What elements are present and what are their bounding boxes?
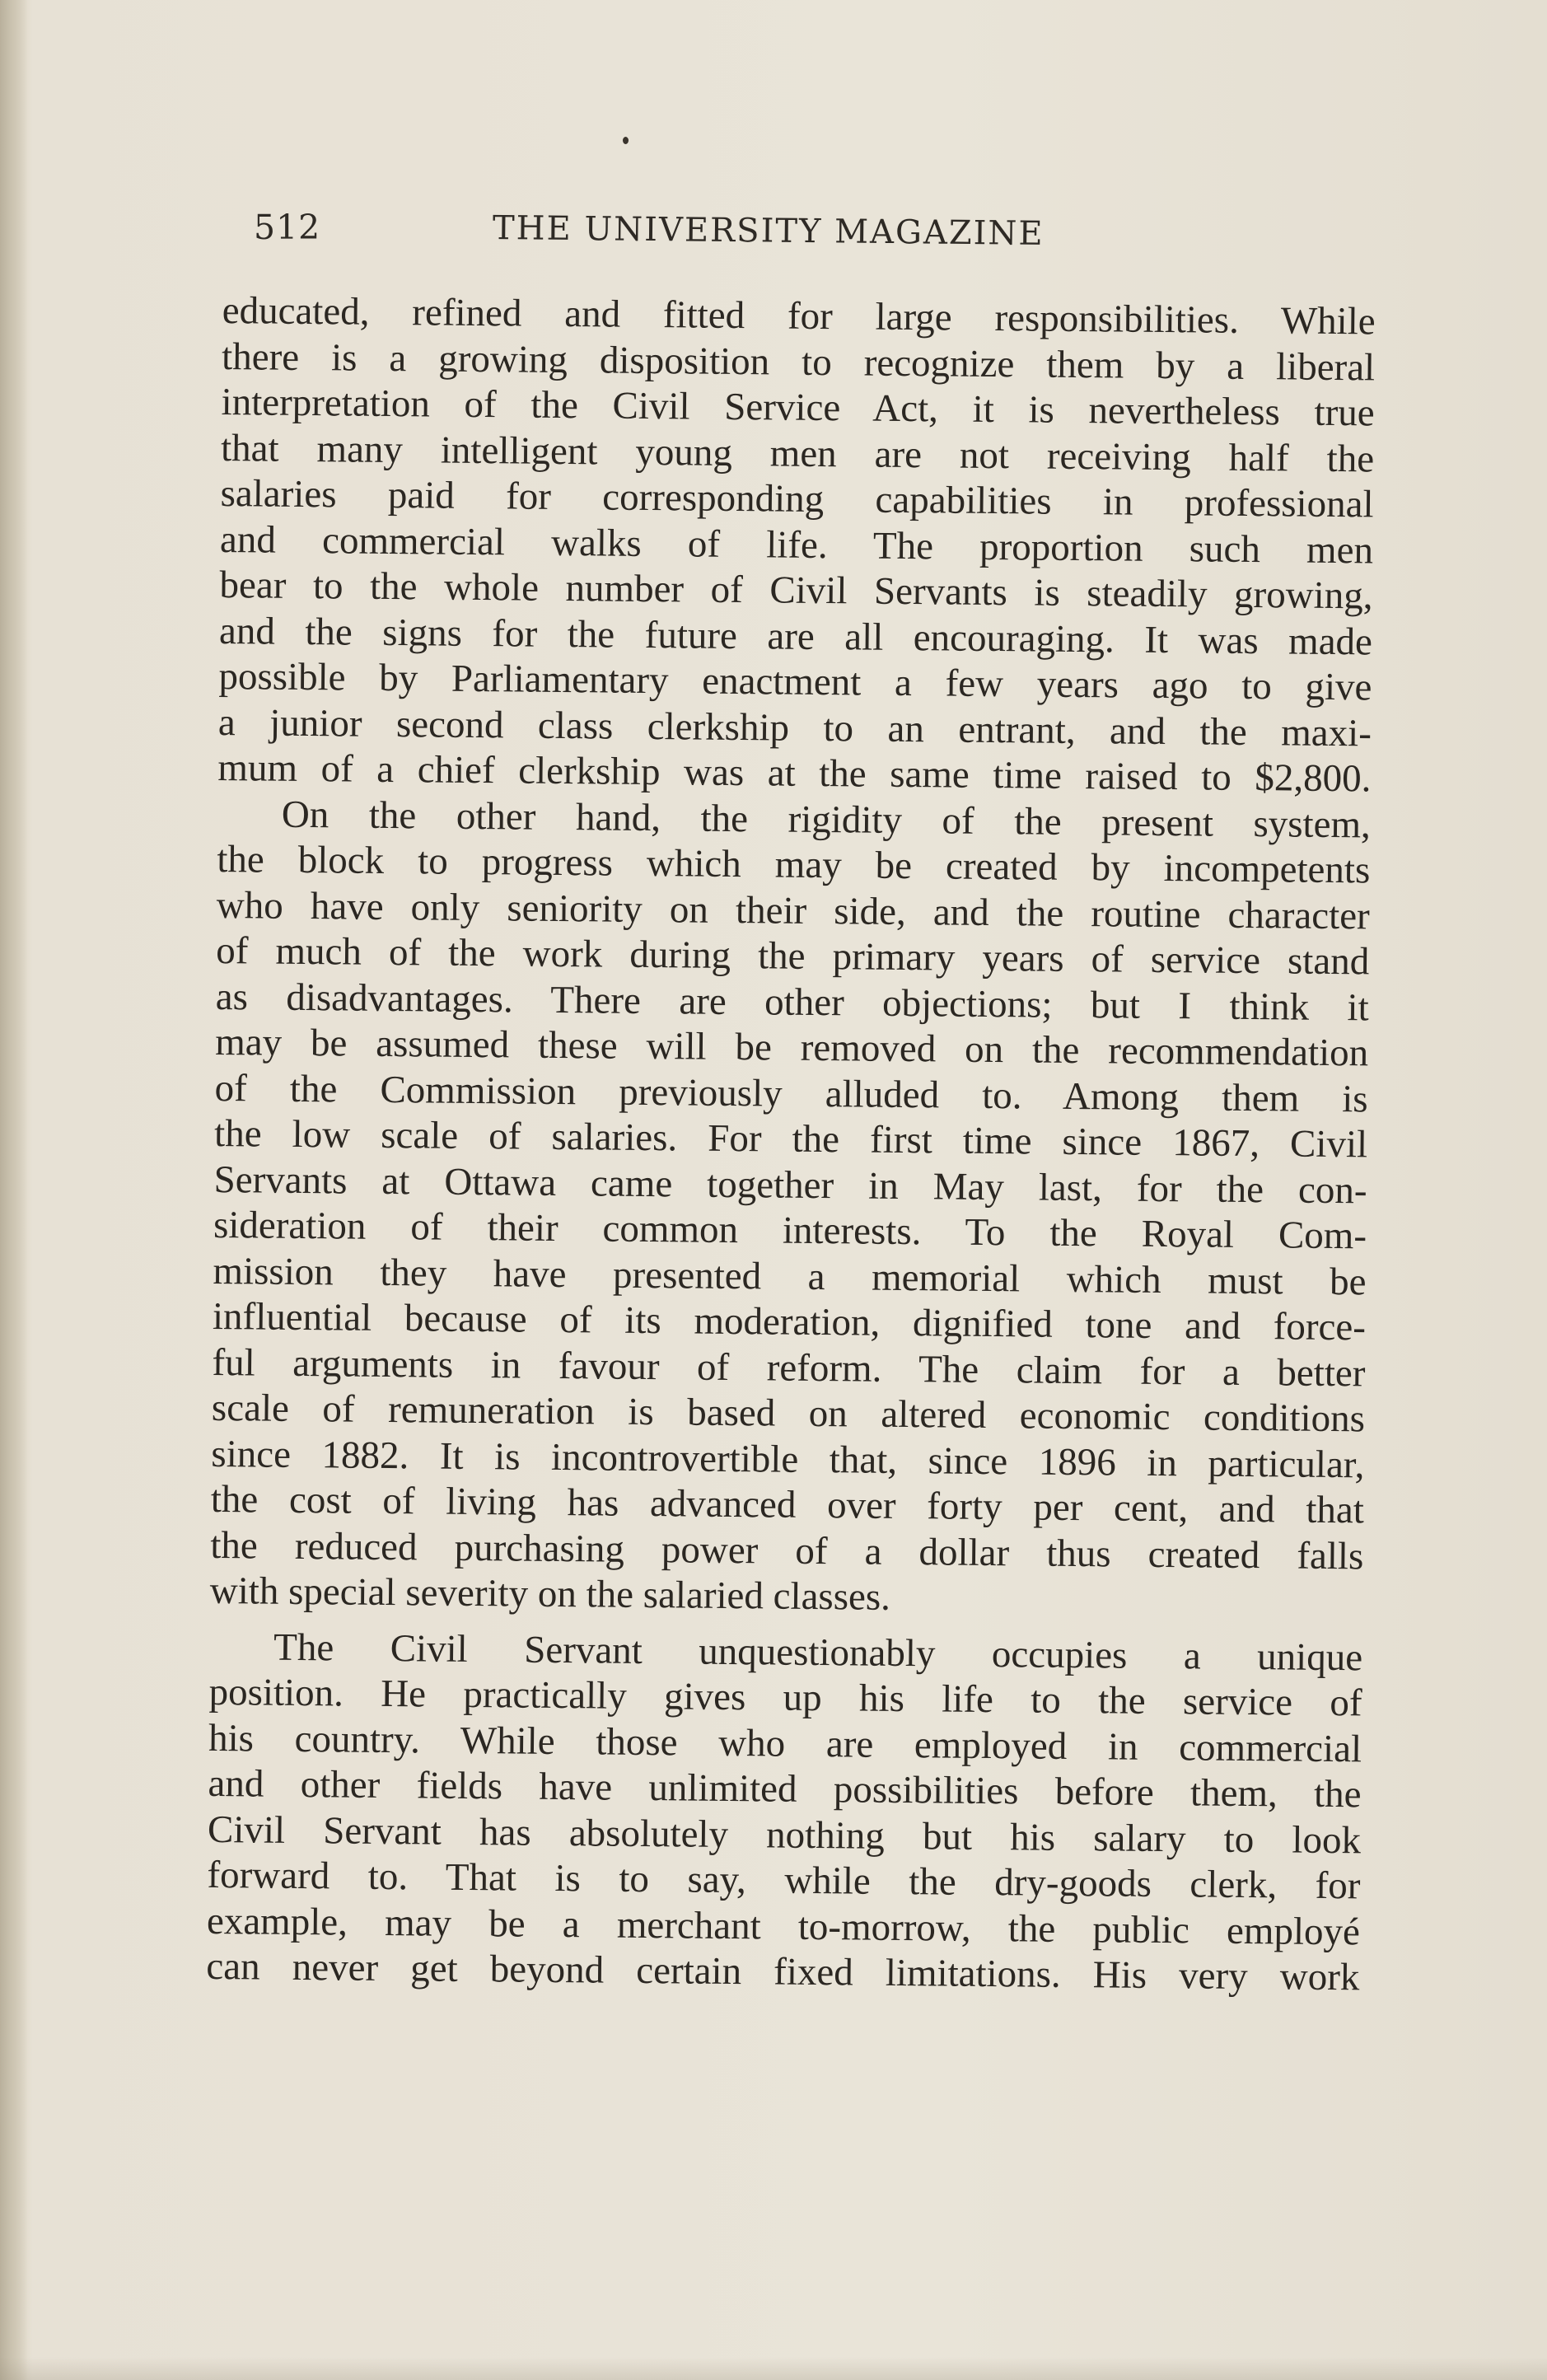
text-line: The Civil Servant unquestionably occupies a unique xyxy=(273,1625,1363,1679)
text-line: scale of remuneration is based on altered economic conditions xyxy=(211,1386,1366,1441)
text-line: forward to. That is to say, while the dry-goods clerk, for xyxy=(207,1853,1361,1908)
text-line: and other fields have unlimited possibilities before them, the xyxy=(208,1761,1362,1817)
text-line: with special severity on the salaried classes. xyxy=(209,1569,891,1619)
text-line: as disadvantages. There are other objections; but I think it xyxy=(215,975,1369,1029)
text-line: the low scale of salaries. For the first time since 1867, Civil xyxy=(213,1111,1368,1167)
text-line: bear to the whole number of Civil Servants is steadily growing, xyxy=(219,563,1373,618)
ink-speck xyxy=(623,137,629,144)
page-number: 512 xyxy=(254,208,321,247)
text-line: possible by Parliamentary enactment a few years ago to give xyxy=(218,654,1372,709)
text-line: a junior second class clerkship to an entrant, and the maxi- xyxy=(217,700,1372,755)
text-line: position. He practically gives up his life to the service of xyxy=(208,1670,1362,1725)
text-line: the reduced purchasing power of a dollar thus created falls xyxy=(210,1523,1364,1578)
text-line: interpretation of the Civil Service Act, it is nevertheless true xyxy=(221,380,1375,435)
running-header xyxy=(254,208,1168,265)
body-text xyxy=(206,288,1376,2001)
text-line: and commercial walks of life. The proportion such men xyxy=(219,517,1374,572)
text-line: influential because of its moderation, dignified tone and force- xyxy=(212,1294,1367,1349)
text-line: educated, refined and fitted for large responsibilities. While xyxy=(222,288,1376,344)
text-line: the block to progress which may be created by incompetents xyxy=(217,837,1371,892)
text-line: the cost of living has advanced over forty per cent, and that xyxy=(210,1477,1365,1532)
text-line: example, may be a merchant to-morrow, the public employé xyxy=(206,1899,1361,1953)
page-gutter-shadow xyxy=(0,0,28,2380)
text-line: Servants at Ottawa came together in May last, for the con- xyxy=(213,1157,1367,1212)
paragraph-3 xyxy=(206,1624,1362,2000)
page-bottom-edge xyxy=(0,2357,1547,2380)
text-line: of much of the work during the primary years of service stand xyxy=(216,928,1370,984)
text-line: sideration of their common interests. To the Royal Com- xyxy=(213,1203,1367,1258)
text-line: may be assumed these will be removed on the recommendation xyxy=(214,1020,1369,1075)
paragraph-1 xyxy=(217,288,1376,802)
text-line: Civil Servant has absolutely nothing but his salary to look xyxy=(207,1807,1362,1862)
text-line: there is a growing disposition to recognize them by a liberal xyxy=(221,334,1376,389)
text-line: who have only seniority on their side, and the routine character xyxy=(216,883,1371,938)
paragraph-2 xyxy=(210,791,1372,1625)
text-line: of the Commission previously alluded to. Among them is xyxy=(214,1066,1368,1120)
text-line: and the signs for the future are all encouraging. It was made xyxy=(218,609,1373,663)
text-line: can never get beyond certain fixed limitations. His very work xyxy=(206,1944,1360,1999)
text-line: since 1882. It is incontrovertible that, since 1896 in particular, xyxy=(211,1432,1365,1486)
running-title: THE UNIVERSITY MAGAZINE xyxy=(492,209,1045,254)
text-line: mum of a chief clerkship was at the same time raised to $2,800. xyxy=(217,746,1372,801)
text-line: salaries paid for corresponding capabilities in professional xyxy=(220,471,1374,526)
text-line: his country. While those who are employed in commercial xyxy=(208,1716,1362,1770)
text-line: that many intelligent young men are not receiving half the xyxy=(220,426,1375,480)
text-line: On the other hand, the rigidity of the present system, xyxy=(281,793,1372,846)
text-line: mission they have presented a memorial which must be xyxy=(213,1249,1367,1303)
text-line: ful arguments in favour of reform. The claim for a better xyxy=(212,1340,1366,1395)
